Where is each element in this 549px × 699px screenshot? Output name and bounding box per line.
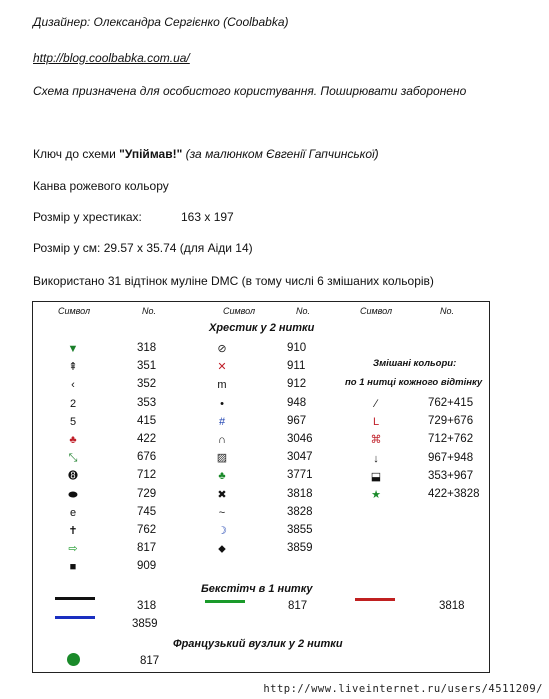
col-header-no-2: No.: [296, 306, 311, 316]
key-pattern-title: "Упіймав!": [119, 147, 183, 161]
thread-no-967: 967: [287, 414, 307, 427]
symbol-icon-729+676: L: [372, 416, 380, 429]
symbol-icon-351: ⇞: [68, 361, 78, 374]
thread-no-422: 422: [137, 433, 157, 445]
size-stitches-label: Розмір у хрестиках:: [33, 210, 142, 224]
symbol-icon-415: 5: [69, 415, 77, 428]
canvas-line: Канва рожевого кольору: [33, 179, 169, 193]
symbol-icon-3771: ♣: [218, 470, 226, 483]
col-header-no-3: No.: [440, 306, 455, 316]
symbol-icon-948: •: [220, 397, 224, 410]
thread-no-729+676: 729+676: [428, 415, 474, 428]
backstitch-title: Бекстітч в 1 нитку: [201, 583, 313, 595]
usage-notice: Схема призначена для особистого користування. Поширювати заборонено: [33, 84, 467, 98]
symbol-icon-745: e: [69, 506, 77, 519]
symbol-icon-817: ⇨: [68, 543, 78, 556]
thread-no-910: 910: [287, 342, 307, 354]
key-title-line: [33, 147, 379, 161]
size-cm-line: Розмір у см: 29.57 x 35.74 (для Аіди 14): [33, 241, 253, 255]
symbol-icon-3859: ⬥: [218, 543, 226, 556]
thread-no-3047: 3047: [287, 451, 313, 464]
symbol-icon-3818: ✖: [217, 488, 227, 501]
symbol-key-table: [32, 301, 490, 673]
thread-no-3859: 3859: [287, 542, 313, 555]
thread-no-909: 909: [137, 560, 157, 573]
thread-no-712+762: 712+762: [428, 433, 474, 446]
symbol-icon-353+967: ⬓: [370, 470, 382, 483]
french-knot-title: Французький вузлик у 2 нитки: [173, 638, 343, 650]
symbol-icon-3828: ~: [218, 506, 226, 519]
thread-no-353: 353: [137, 396, 157, 409]
symbol-icon-762+415: ∕: [375, 398, 377, 410]
thread-no-351: 351: [137, 360, 157, 373]
col-header-no-1: No.: [142, 306, 157, 316]
backstitch-no-318: 318: [137, 600, 157, 612]
thread-no-762: 762: [137, 524, 157, 536]
thread-no-676: 676: [137, 451, 157, 464]
symbol-icon-712: ➑: [68, 470, 78, 483]
thread-no-3828: 3828: [287, 505, 313, 518]
thread-no-3771: 3771: [287, 469, 313, 482]
thread-no-422+3828: 422+3828: [428, 488, 480, 500]
backstitch-line-3859: [55, 616, 95, 619]
thread-no-948: 948: [287, 396, 307, 409]
backstitch-no-3859: 3859: [132, 618, 158, 630]
french-knot-no: 817: [140, 655, 160, 667]
thread-no-762+415: 762+415: [428, 397, 474, 409]
symbol-icon-352: ‹: [71, 379, 75, 392]
symbol-icon-762: ✝: [68, 525, 78, 537]
symbol-icon-676: ⤡: [68, 452, 78, 465]
thread-no-3046: 3046: [287, 433, 313, 445]
thread-no-745: 745: [137, 505, 157, 518]
thread-no-415: 415: [137, 414, 157, 427]
backstitch-line-318: [55, 597, 95, 600]
backstitch-no-817: 817: [288, 600, 308, 612]
thread-no-817: 817: [137, 542, 157, 555]
symbol-icon-318: ▼: [67, 343, 79, 355]
symbol-icon-353: 2: [69, 397, 77, 410]
symbol-icon-3046: ∩: [218, 434, 226, 446]
symbol-icon-422+3828: ★: [371, 489, 381, 501]
symbol-icon-3855: ☽: [217, 525, 227, 537]
french-knot-dot: [67, 653, 80, 666]
key-credit: (за малюнком Євгенії Гапчинської): [182, 147, 379, 161]
blog-link[interactable]: http://blog.coolbabka.com.ua/: [33, 51, 190, 65]
designer-line: Дизайнер: Олександра Сергієнко (Coolbabka): [33, 15, 289, 29]
symbol-icon-712+762: ⌘: [370, 434, 382, 447]
key-prefix: Ключ до схеми: [33, 147, 120, 161]
col-header-symbol-3: Символ: [360, 306, 393, 316]
thread-no-353+967: 353+967: [428, 469, 474, 482]
thread-no-729: 729: [137, 487, 157, 500]
thread-no-712: 712: [137, 469, 157, 482]
col-header-symbol-1: Символ: [58, 306, 91, 316]
threads-used-line: Використано 31 відтінок муліне DMC (в тому числі 6 змішаних кольорів): [33, 274, 434, 288]
thread-no-3818: 3818: [287, 487, 313, 500]
thread-no-318: 318: [137, 342, 157, 354]
col-header-symbol-2: Символ: [223, 306, 256, 316]
thread-no-911: 911: [287, 360, 306, 373]
symbol-icon-967+948: ↓: [373, 452, 379, 465]
mixed-colors-subtitle: по 1 нитці кожного відтінку: [345, 377, 483, 388]
size-stitches-value: 163 х 197: [181, 210, 234, 224]
symbol-icon-967: #: [218, 415, 226, 428]
thread-no-3855: 3855: [287, 524, 313, 536]
symbol-icon-911: ✕: [217, 361, 227, 374]
symbol-icon-909: ■: [69, 561, 77, 574]
symbol-icon-3047: ▨: [216, 452, 228, 465]
thread-no-967+948: 967+948: [428, 451, 474, 464]
thread-no-912: 912: [287, 378, 307, 391]
symbol-icon-912: m: [217, 379, 227, 392]
backstitch-no-3818: 3818: [439, 600, 465, 612]
symbol-icon-729: ⬬: [68, 488, 78, 501]
source-watermark: http://www.liveinternet.ru/users/4511209/: [263, 683, 543, 695]
mixed-colors-title: Змішані кольори:: [373, 358, 457, 369]
symbol-icon-910: ⊘: [217, 343, 227, 355]
symbol-icon-422: ♣: [69, 434, 77, 446]
backstitch-line-3818: [355, 598, 395, 601]
thread-no-352: 352: [137, 378, 157, 391]
cross-stitch-title: Хрестик у 2 нитки: [209, 322, 315, 334]
backstitch-line-817: [205, 600, 245, 603]
